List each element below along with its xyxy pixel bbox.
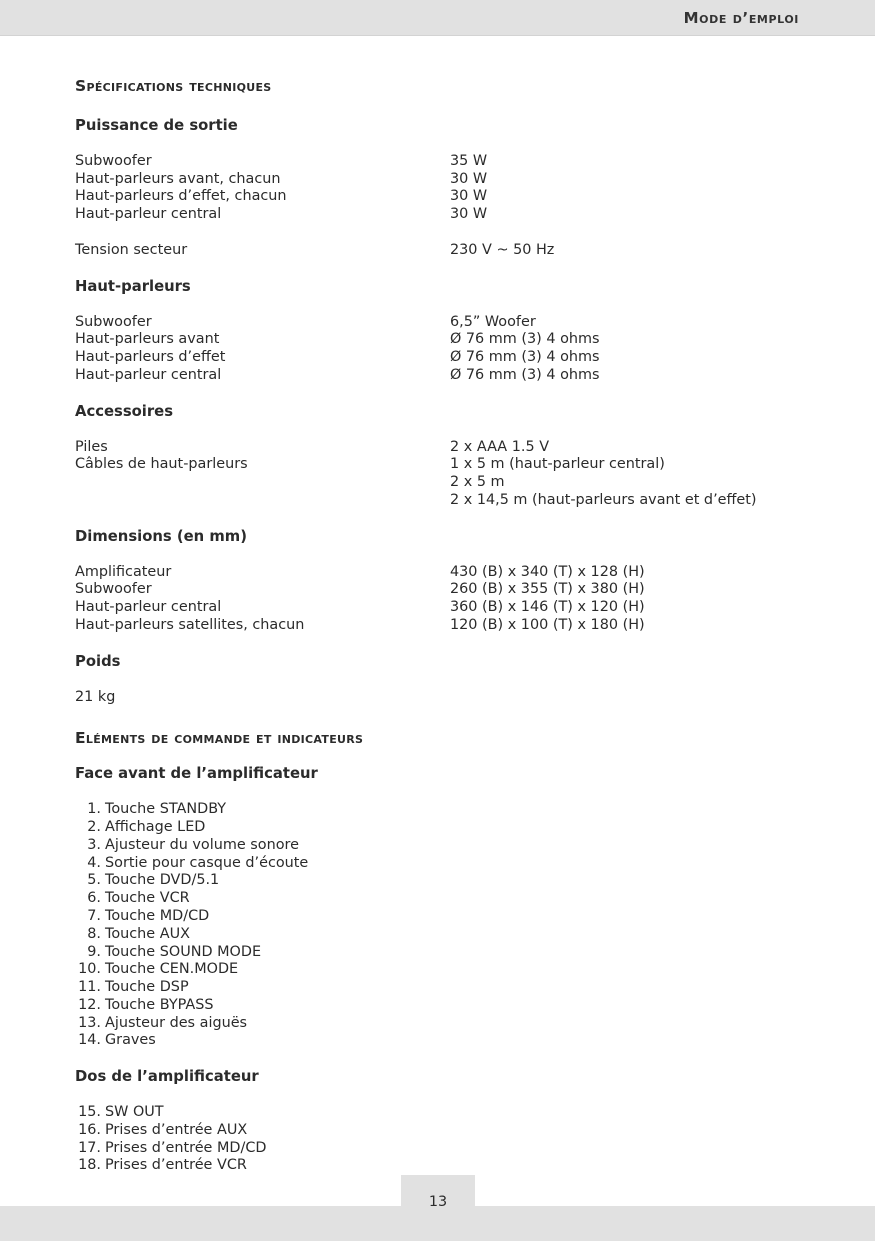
subheading-speakers: Haut-parleurs xyxy=(75,277,191,295)
item-number: 14. xyxy=(78,1032,101,1049)
item-text: Affichage LED xyxy=(105,818,206,835)
item-text: Ajusteur du volume sonore xyxy=(105,836,299,853)
item-number: 10. xyxy=(78,961,101,978)
item-text: Touche SOUND MODE xyxy=(105,943,262,960)
spec-label: Haut-parleurs d’effet xyxy=(75,349,226,366)
item-text: Graves xyxy=(105,1032,156,1049)
item-number: 17. xyxy=(78,1139,101,1156)
list-item xyxy=(75,1032,835,1050)
item-text: Touche STANDBY xyxy=(105,801,227,818)
spec-row xyxy=(75,581,835,599)
spec-value: Ø 76 mm (3) 4 ohms xyxy=(450,349,600,366)
item-text: Touche DSP xyxy=(105,979,189,996)
spec-label: Câbles de haut-parleurs xyxy=(75,456,248,473)
spec-row xyxy=(75,349,835,367)
subheading-dimensions: Dimensions (en mm) xyxy=(75,527,247,545)
spec-value: 120 (B) x 100 (T) x 180 (H) xyxy=(450,616,645,633)
item-text: Prises d’entrée VCR xyxy=(105,1157,247,1174)
speakers-table xyxy=(75,314,835,385)
spec-value: 2 x 5 m xyxy=(450,474,505,491)
spec-value: 2 x 14,5 m (haut-parleurs avant et d’effet) xyxy=(450,491,757,508)
subheading-power: Puissance de sortie xyxy=(75,117,238,134)
list-item xyxy=(75,872,835,890)
spec-label: Tension secteur xyxy=(75,241,188,258)
spec-row xyxy=(75,242,835,260)
item-text: Touche DVD/5.1 xyxy=(105,872,220,889)
spec-label: Haut-parleur central xyxy=(75,366,222,383)
item-number: 15. xyxy=(78,1104,101,1121)
item-text: Ajusteur des aiguës xyxy=(105,1014,248,1031)
spec-label: Amplificateur xyxy=(75,563,172,580)
spec-row xyxy=(75,492,835,510)
item-text: Prises d’entrée MD/CD xyxy=(105,1139,267,1156)
list-item xyxy=(75,997,835,1015)
item-number: 18. xyxy=(78,1157,101,1174)
back-panel-list xyxy=(75,1104,835,1175)
spec-label xyxy=(75,492,450,510)
spec-value: 230 V ~ 50 Hz xyxy=(450,241,555,258)
spec-value: 360 (B) x 146 (T) x 120 (H) xyxy=(450,599,645,616)
spec-row xyxy=(75,564,835,582)
front-panel-list xyxy=(75,801,835,1050)
spec-row xyxy=(75,367,835,385)
spec-label: Haut-parleur central xyxy=(75,599,222,616)
item-number: 13. xyxy=(78,1014,101,1031)
item-text: Touche CEN.MODE xyxy=(105,961,239,978)
spec-row xyxy=(75,188,835,206)
list-item xyxy=(75,961,835,979)
power-table xyxy=(75,153,835,224)
list-item xyxy=(75,801,835,819)
item-number: 8. xyxy=(87,925,101,942)
page-header xyxy=(0,0,875,36)
list-item xyxy=(75,1104,835,1122)
item-number: 9. xyxy=(87,943,101,960)
dimensions-table xyxy=(75,564,835,635)
list-item xyxy=(75,926,835,944)
subheading-back-panel: Dos de l’amplificateur xyxy=(75,1068,259,1086)
subheading-front-panel: Face avant de l’amplificateur xyxy=(75,765,318,783)
spec-label: Haut-parleurs d’effet, chacun xyxy=(75,188,287,205)
spec-label: Piles xyxy=(75,438,108,455)
spec-label: Haut-parleurs avant, chacun xyxy=(75,170,281,187)
item-text: Touche MD/CD xyxy=(105,907,210,924)
spec-label: Haut-parleurs satellites, chacun xyxy=(75,616,305,633)
item-text: Touche BYPASS xyxy=(105,996,214,1013)
list-item xyxy=(75,944,835,962)
spec-value: 30 W xyxy=(450,206,488,223)
spec-label xyxy=(75,474,450,492)
item-number: 12. xyxy=(78,996,101,1013)
subheading-weight: Poids xyxy=(75,652,121,670)
spec-value: 6,5” Woofer xyxy=(450,313,536,330)
list-item xyxy=(75,819,835,837)
list-item xyxy=(75,890,835,908)
spec-label: Haut-parleurs avant xyxy=(75,331,220,348)
item-text: Touche VCR xyxy=(105,890,190,907)
item-text: Prises d’entrée AUX xyxy=(105,1121,248,1138)
weight-value: 21 kg xyxy=(75,688,116,705)
spec-row xyxy=(75,171,835,189)
item-text: SW OUT xyxy=(105,1104,164,1121)
section-title-controls: Eléments de commande et indicateurs xyxy=(75,729,364,748)
spec-row xyxy=(75,617,835,635)
list-item xyxy=(75,1122,835,1140)
spec-row xyxy=(75,439,835,457)
list-item xyxy=(75,1157,835,1175)
item-number: 16. xyxy=(78,1121,101,1138)
spec-value: Ø 76 mm (3) 4 ohms xyxy=(450,366,600,383)
spec-row xyxy=(75,331,835,349)
list-item xyxy=(75,1015,835,1033)
list-item xyxy=(75,1140,835,1158)
item-number: 5. xyxy=(87,872,101,889)
page-number: 13 xyxy=(428,1194,448,1210)
spec-label: Subwoofer xyxy=(75,581,152,598)
list-item xyxy=(75,855,835,873)
spec-row xyxy=(75,153,835,171)
item-number: 6. xyxy=(87,890,101,907)
spec-row xyxy=(75,314,835,332)
item-text: Touche AUX xyxy=(105,925,190,942)
spec-row xyxy=(75,474,835,492)
item-number: 4. xyxy=(87,854,101,871)
subheading-accessories: Accessoires xyxy=(75,402,174,420)
header-title: Mode d’emploi xyxy=(683,9,799,27)
spec-value: 30 W xyxy=(450,170,488,187)
mains-table xyxy=(75,242,835,260)
spec-value: 260 (B) x 355 (T) x 380 (H) xyxy=(450,581,645,598)
page-content xyxy=(75,72,835,1193)
item-text: Sortie pour casque d’écoute xyxy=(105,854,309,871)
section-title-specs: Spécifications techniques xyxy=(75,77,272,95)
accessories-table xyxy=(75,439,835,510)
spec-label: Subwoofer xyxy=(75,152,152,169)
spec-value: Ø 76 mm (3) 4 ohms xyxy=(450,331,600,348)
list-item xyxy=(75,837,835,855)
spec-value: 430 (B) x 340 (T) x 128 (H) xyxy=(450,563,645,580)
spec-value: 1 x 5 m (haut-parleur central) xyxy=(450,456,665,473)
item-number: 7. xyxy=(87,907,101,924)
spec-row xyxy=(75,206,835,224)
item-number: 1. xyxy=(87,801,101,818)
spec-label: Subwoofer xyxy=(75,313,152,330)
item-number: 2. xyxy=(87,818,101,835)
spec-row xyxy=(75,456,835,474)
spec-label: Haut-parleur central xyxy=(75,206,222,223)
item-number: 11. xyxy=(78,979,101,996)
list-item xyxy=(75,979,835,997)
spec-row xyxy=(75,599,835,617)
item-number: 3. xyxy=(87,836,101,853)
spec-value: 30 W xyxy=(450,188,488,205)
list-item xyxy=(75,908,835,926)
spec-value: 35 W xyxy=(450,152,488,169)
spec-value: 2 x AAA 1.5 V xyxy=(450,438,550,455)
